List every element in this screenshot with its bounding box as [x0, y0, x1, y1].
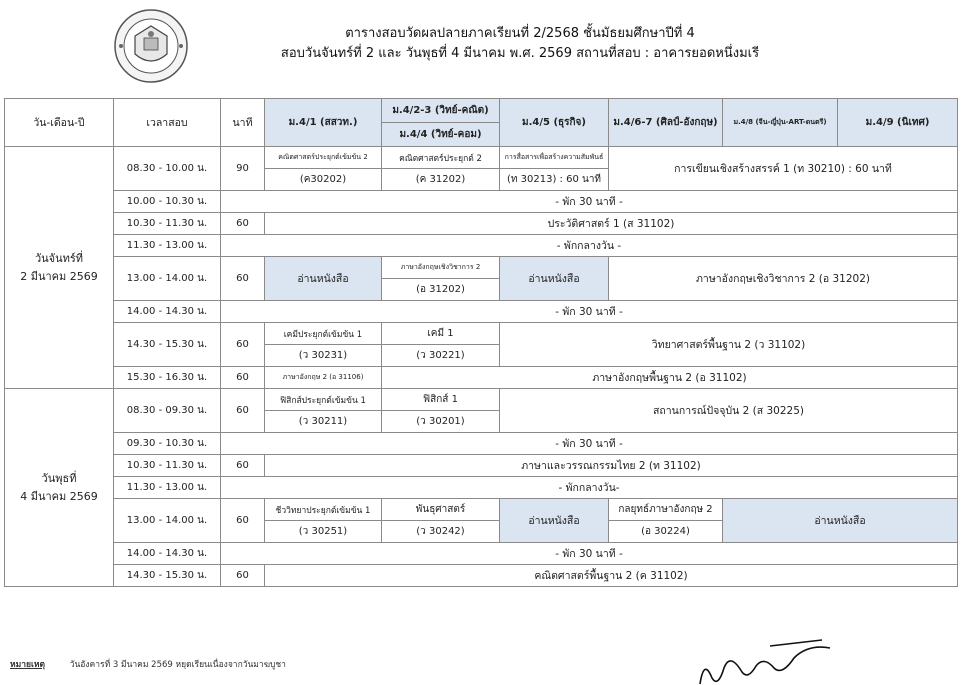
table-row	[5, 565, 958, 587]
subject-cell: ภาษาอังกฤษเชิงวิชาการ 2 (อ 31202)	[609, 257, 958, 301]
col-header-m4-8: ม.4/8 (จีน-ญี่ปุ่น-ART-ดนตรี)	[723, 99, 838, 147]
minutes-cell: 60	[221, 499, 265, 543]
footnote-label: หมายเหตุ	[10, 660, 45, 670]
page-title	[200, 24, 840, 64]
col-header-m4-9: ม.4/9 (นิเทศ)	[838, 99, 958, 147]
break-cell: - พัก 30 นาที -	[221, 543, 958, 565]
table-row	[5, 147, 958, 169]
subject-cell: สถานการณ์ปัจจุบัน 2 (ส 30225)	[500, 389, 958, 433]
table-row	[5, 499, 958, 521]
subject-cell: ชีววิทยาประยุกต์เข้มข้น 1	[265, 499, 382, 521]
table-row	[5, 235, 958, 257]
col-header-m4-2-3: ม.4/2-3 (วิทย์-คณิต)	[382, 99, 500, 123]
title-line-1: ตารางสอบวัดผลปลายภาคเรียนที่ 2/2568 ชั้นมัธยมศึกษาปีที่ 4	[345, 26, 695, 41]
col-header-minutes: นาที	[221, 99, 265, 147]
exam-schedule-table	[4, 98, 958, 587]
handwritten-signature-icon	[690, 638, 840, 685]
break-cell: - พัก 30 นาที -	[221, 191, 958, 213]
break-cell: - พัก 30 นาที -	[221, 433, 958, 455]
col-header-time: เวลาสอบ	[114, 99, 221, 147]
time-cell: 08.30 - 10.00 น.	[114, 147, 221, 191]
subject-code-cell: (ว 30251)	[265, 521, 382, 543]
subject-code-cell: (ว 30201)	[382, 411, 500, 433]
table-row	[5, 477, 958, 499]
day-name: วันจันทร์ที่	[34, 251, 84, 265]
time-cell: 10.30 - 11.30 น.	[114, 455, 221, 477]
subject-cell: อ่านหนังสือ	[500, 499, 609, 543]
table-row	[5, 389, 958, 411]
minutes-cell: 90	[221, 147, 265, 191]
minutes-cell: 60	[221, 213, 265, 235]
table-row	[5, 301, 958, 323]
time-cell: 10.00 - 10.30 น.	[114, 191, 221, 213]
time-cell: 14.00 - 14.30 น.	[114, 301, 221, 323]
table-row	[5, 543, 958, 565]
subject-code-cell: (อ 30224)	[609, 521, 723, 543]
subject-cell: อ่านหนังสือ	[265, 257, 382, 301]
title-line-2: สอบวันจันทร์ที่ 2 และ วันพุธที่ 4 มีนาคม พ.ศ. 2569 สถานที่สอบ : อาคารยอดหนึ่งมเรี	[280, 46, 760, 61]
subject-code-cell: (ว 30231)	[265, 345, 382, 367]
time-cell: 15.30 - 16.30 น.	[114, 367, 221, 389]
break-cell: - พัก 30 นาที -	[221, 301, 958, 323]
col-header-m4-6-7: ม.4/6-7 (ศิลป์-อังกฤษ)	[609, 99, 723, 147]
table-row	[5, 323, 958, 345]
subject-cell: เคมี 1	[382, 323, 500, 345]
subject-cell: พันธุศาสตร์	[382, 499, 500, 521]
subject-cell: วิทยาศาสตร์พื้นฐาน 2 (ว 31102)	[500, 323, 958, 367]
subject-cell: การเขียนเชิงสร้างสรรค์ 1 (ท 30210) : 60 นาที	[609, 147, 958, 191]
subject-cell: กลยุทธ์ภาษาอังกฤษ 2	[609, 499, 723, 521]
subject-cell: อ่านหนังสือ	[723, 499, 958, 543]
time-cell: 14.30 - 15.30 น.	[114, 323, 221, 367]
day-date: 4 มีนาคม 2569	[20, 489, 98, 503]
subject-code-cell: (ค 31202)	[382, 169, 500, 191]
minutes-cell: 60	[221, 565, 265, 587]
subject-cell: เคมีประยุกต์เข้มข้น 1	[265, 323, 382, 345]
footnote-text: วันอังคารที่ 3 มีนาคม 2569 หยุดเรียนเนื่องจากวันมาฆบูชา	[69, 660, 286, 670]
subject-code-cell: (ค30202)	[265, 169, 382, 191]
minutes-cell: 60	[221, 323, 265, 367]
time-cell: 14.00 - 14.30 น.	[114, 543, 221, 565]
subject-code-cell: (ว 30221)	[382, 345, 500, 367]
subject-cell: การสื่อสารเพื่อสร้างความสัมพันธ์	[500, 147, 609, 169]
table-row	[5, 367, 958, 389]
day-name: วันพุธที่	[41, 471, 77, 485]
subject-cell: คณิตศาสตร์ประยุกต์เข้มข้น 2	[265, 147, 382, 169]
header-row	[5, 99, 958, 123]
table-row	[5, 191, 958, 213]
school-emblem-icon	[113, 8, 189, 84]
time-cell: 08.30 - 09.30 น.	[114, 389, 221, 433]
subject-code-cell: (ว 30242)	[382, 521, 500, 543]
minutes-cell: 60	[221, 367, 265, 389]
subject-cell: ภาษาอังกฤษพื้นฐาน 2 (อ 31102)	[382, 367, 958, 389]
table-row	[5, 433, 958, 455]
subject-cell: ฟิสิกส์ 1	[382, 389, 500, 411]
minutes-cell: 60	[221, 389, 265, 433]
time-cell: 10.30 - 11.30 น.	[114, 213, 221, 235]
subject-cell: ประวัติศาสตร์ 1 (ส 31102)	[265, 213, 958, 235]
subject-code-cell: (ว 30211)	[265, 411, 382, 433]
time-cell: 11.30 - 13.00 น.	[114, 235, 221, 257]
subject-code-cell: (อ 31202)	[382, 279, 500, 301]
subject-cell: คณิตศาสตร์ประยุกต์ 2	[382, 147, 500, 169]
break-cell: - พักกลางวัน-	[221, 477, 958, 499]
subject-cell: ฟิสิกส์ประยุกต์เข้มข้น 1	[265, 389, 382, 411]
subject-cell: อ่านหนังสือ	[500, 257, 609, 301]
time-cell: 14.30 - 15.30 น.	[114, 565, 221, 587]
subject-cell: คณิตศาสตร์พื้นฐาน 2 (ค 31102)	[265, 565, 958, 587]
col-header-m4-1: ม.4/1 (สสวท.)	[265, 99, 382, 147]
time-cell: 13.00 - 14.00 น.	[114, 499, 221, 543]
table-row	[5, 257, 958, 279]
minutes-cell: 60	[221, 455, 265, 477]
subject-cell: ภาษาและวรรณกรรมไทย 2 (ท 31102)	[265, 455, 958, 477]
time-cell: 11.30 - 13.00 น.	[114, 477, 221, 499]
break-cell: - พักกลางวัน -	[221, 235, 958, 257]
day-cell-monday	[5, 147, 114, 389]
day-date: 2 มีนาคม 2569	[20, 269, 98, 283]
time-cell: 09.30 - 10.30 น.	[114, 433, 221, 455]
subject-cell: ภาษาอังกฤษเชิงวิชาการ 2	[382, 257, 500, 279]
table-row	[5, 213, 958, 235]
subject-code-cell: (ท 30213) : 60 นาที	[500, 169, 609, 191]
subject-cell: ภาษาอังกฤษ 2 (อ 31106)	[265, 367, 382, 389]
col-header-m4-5: ม.4/5 (ธุรกิจ)	[500, 99, 609, 147]
day-cell-wednesday	[5, 389, 114, 587]
time-cell: 13.00 - 14.00 น.	[114, 257, 221, 301]
table-row	[5, 455, 958, 477]
col-header-m4-4: ม.4/4 (วิทย์-คอม)	[382, 123, 500, 147]
col-header-date: วัน-เดือน-ปี	[5, 99, 114, 147]
minutes-cell: 60	[221, 257, 265, 301]
footnote	[10, 657, 286, 671]
